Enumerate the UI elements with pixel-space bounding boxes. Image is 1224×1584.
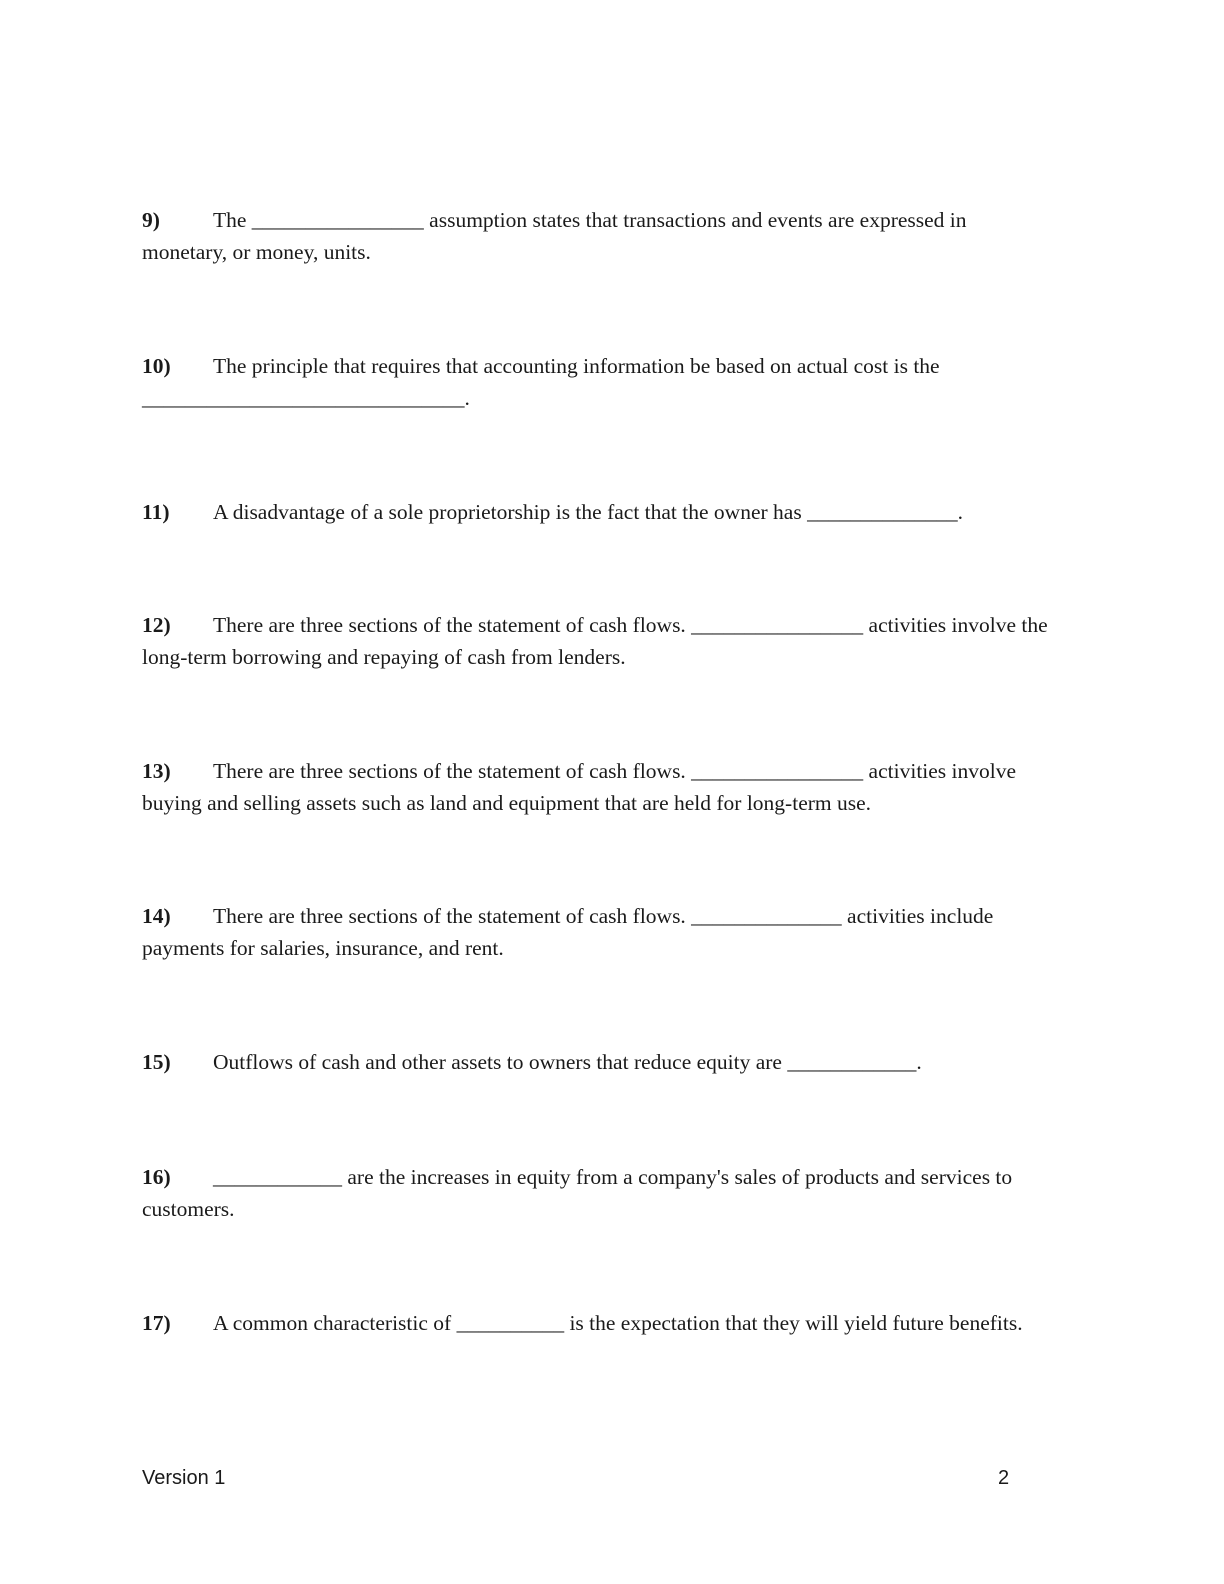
question-15 [142,1046,1052,1078]
question-number: 11) [142,500,170,524]
question-17 [142,1307,1052,1339]
question-10 [142,350,1052,414]
question-16 [142,1161,1052,1225]
question-text: The ________________ assumption states that transactions and events are expressed in monetary, or money, units. [142,208,967,264]
question-number: 15) [142,1050,171,1074]
question-text: There are three sections of the statement of cash flows. ________________ activities involve buying and selling assets such as land and equipment that are held for long-term use. [142,759,1017,815]
question-number: 16) [142,1165,171,1189]
question-number: 13) [142,759,171,783]
question-text: A disadvantage of a sole proprietorship is the fact that the owner has ______________. [213,500,963,524]
question-number: 14) [142,904,171,928]
question-9 [142,204,1052,268]
question-11 [142,496,1052,528]
question-14 [142,900,1052,964]
question-text: There are three sections of the statement of cash flows. ________________ activities involve the long-term borrowing and repaying of cash from lenders. [142,613,1048,669]
question-text: There are three sections of the statement of cash flows. ______________ activities include payments for salaries, insurance, and rent. [142,904,994,960]
question-13 [142,755,1052,819]
question-text: Outflows of cash and other assets to owners that reduce equity are ____________. [213,1050,922,1074]
question-12 [142,609,1052,673]
question-number: 9) [142,208,160,232]
question-text: ____________ are the increases in equity from a company's sales of products and services to customers. [142,1165,1013,1221]
question-number: 10) [142,354,171,378]
footer-version: Version 1 [142,1467,226,1489]
question-text: A common characteristic of __________ is the expectation that they will yield future benefits. [213,1311,1023,1335]
question-text: The principle that requires that accounting information be based on actual cost is the ______________________________. [142,354,940,410]
footer-page-number: 2 [998,1467,1010,1489]
question-number: 12) [142,613,171,637]
question-number: 17) [142,1311,171,1335]
